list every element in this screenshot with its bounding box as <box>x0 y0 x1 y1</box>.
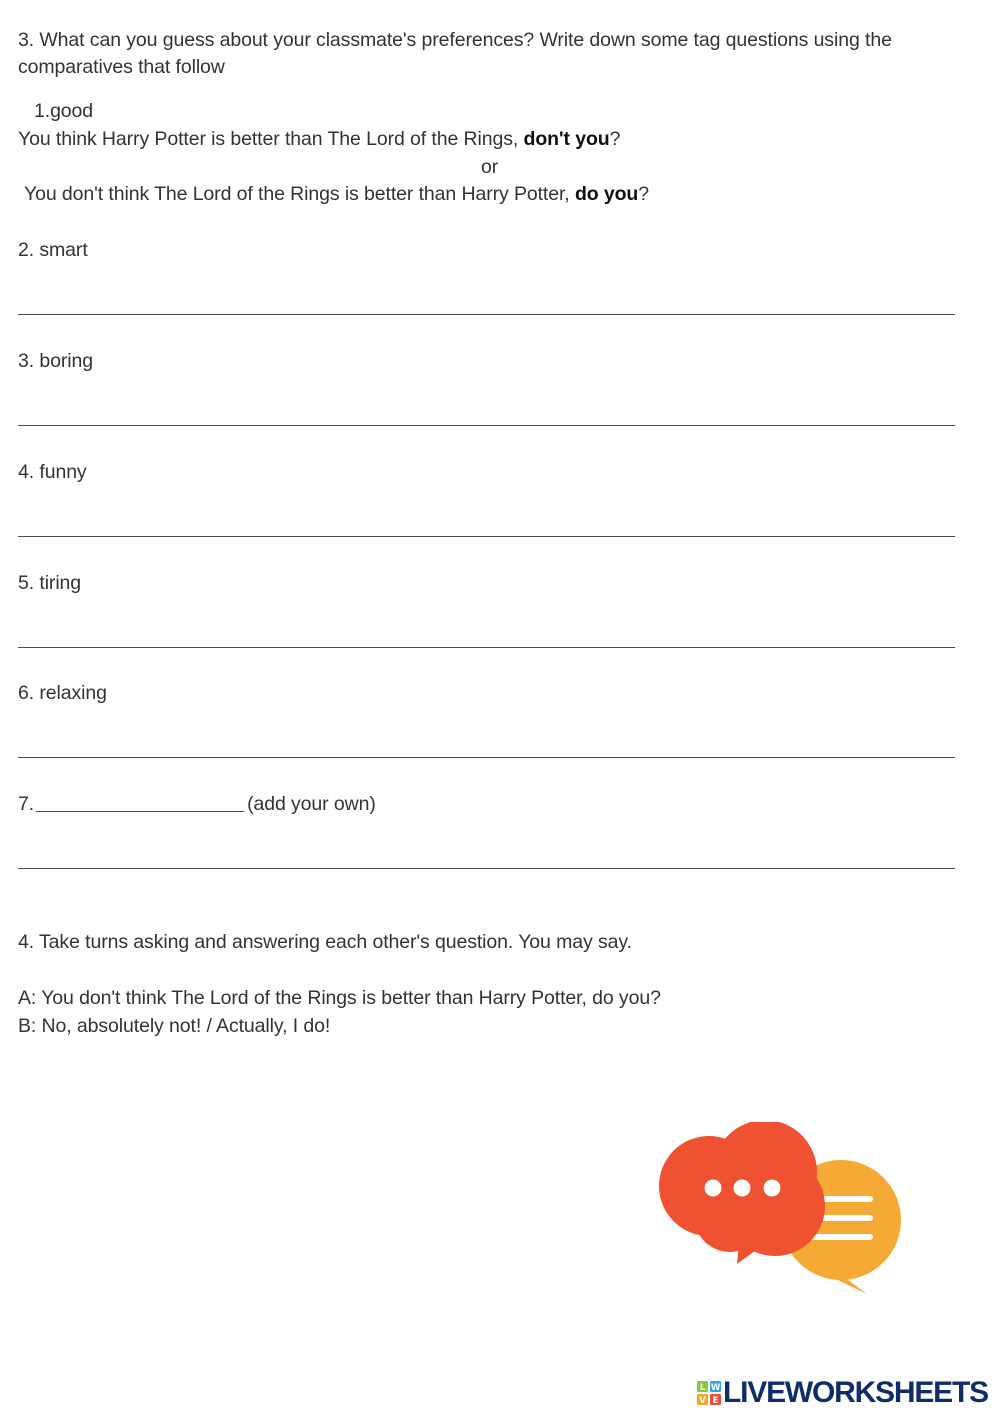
item-label-funny: 4. funny <box>18 461 87 483</box>
item-label-smart: 2. smart <box>18 239 88 261</box>
item-7-suffix: (add your own) <box>247 793 376 815</box>
item-label-tiring: 5. tiring <box>18 572 82 594</box>
answer-line-own[interactable] <box>18 868 955 869</box>
example-tag-2: do you <box>574 183 639 205</box>
logo-letter-e: E <box>712 1395 719 1405</box>
liveworksheets-logo-icon <box>697 1381 721 1405</box>
example-sentence-2 <box>24 181 649 208</box>
example-tag-1: don't you <box>523 128 610 150</box>
item-label-relaxing: 6. relaxing <box>18 682 107 704</box>
answer-line-tiring[interactable] <box>18 647 955 648</box>
liveworksheets-brand <box>697 1376 995 1410</box>
speech-bubbles-icon <box>655 1122 905 1300</box>
liveworksheets-wordmark: LIVEWORKSHEETS <box>723 1376 988 1409</box>
answer-line-boring[interactable] <box>18 425 955 426</box>
item-7-number: 7. <box>18 793 35 815</box>
dialogue-line-b: B: No, absolutely not! / Actually, I do! <box>18 1015 331 1037</box>
red-speech-bubble-icon <box>659 1122 825 1264</box>
item-label-boring: 3. boring <box>18 350 93 372</box>
example-sentence-2-end: ? <box>638 183 649 205</box>
logo-letter-w: W <box>710 1382 721 1393</box>
question-4-prompt: 4. Take turns asking and answering each other's question. You may say. <box>18 931 632 953</box>
example-or: or <box>481 156 499 178</box>
example-sentence-2-text: You don't think The Lord of the Rings is better than Harry Potter, <box>24 183 575 205</box>
answer-line-smart[interactable] <box>18 314 955 315</box>
example-sentence-1-text: You think Harry Potter is better than The Lord of the Rings, <box>18 128 524 150</box>
logo-letter-v: V <box>699 1395 706 1405</box>
example-label: 1.good <box>34 100 94 122</box>
answer-line-relaxing[interactable] <box>18 757 955 758</box>
answer-line-funny[interactable] <box>18 536 955 537</box>
question-3-prompt-line-1: 3. What can you guess about your classmate's preferences? Write down some tag questions using the <box>18 29 892 51</box>
question-3-prompt <box>18 27 892 81</box>
example-sentence-1-end: ? <box>609 128 621 150</box>
dialogue-line-a: A: You don't think The Lord of the Rings is better than Harry Potter, do you? <box>18 987 661 1009</box>
example-sentence-1 <box>18 126 620 153</box>
logo-letter-l: L <box>699 1382 706 1393</box>
item-7 <box>18 791 376 818</box>
question-3-prompt-line-2: comparatives that follow <box>18 56 225 78</box>
item-7-word-blank[interactable] <box>36 811 244 812</box>
